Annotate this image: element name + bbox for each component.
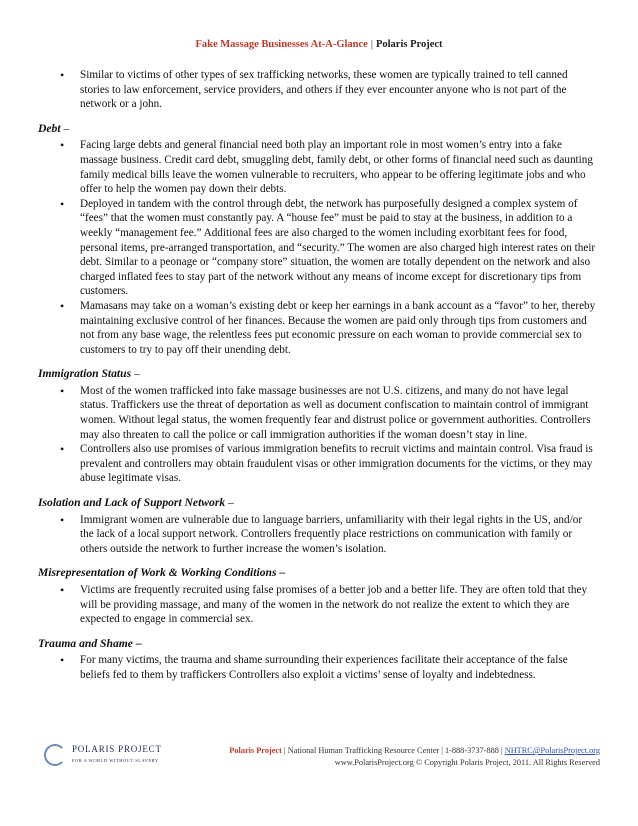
- list-item: • Deployed in tandem with the control through debt, the network has purposefully designed a complex system of “fees” that the women must constantly pay. A “house fee” must be paid to stay at the business, in addition to a weekly “management fee.” Additional fees are also charged to the women including exorbitant fees for food, personal items, pre-arranged transportation, and “security.” The women are also charged high interest rates on their debt. Similar to a peonage or “company store” situation, the women are totally dependent on the network and also charged inflated fees to stay part of the network without any means of income except for discretionary tips from customers.: [46, 197, 598, 299]
- bullet-list: [46, 384, 598, 486]
- document-body: [38, 68, 598, 693]
- section-isolation: [38, 496, 598, 556]
- page-title: Fake Massage Businesses At-A-Glance: [195, 39, 368, 50]
- footer-contact: | National Human Trafficking Resource Center | 1-888-3737-888 |: [281, 746, 505, 755]
- list-item: • Controllers also use promises of various immigration benefits to recruit victims and maintain control. Visa fraud is prevalent and controllers may obtain fraudulent visas or other immigration documents for the victims, or they may abuse legitimate visas.: [46, 442, 598, 486]
- page-header: [0, 39, 638, 50]
- section-heading: Isolation and Lack of Support Network –: [38, 496, 234, 510]
- polaris-logo: [40, 742, 180, 774]
- header-org: Polaris Project: [375, 39, 443, 50]
- globe-icon: [44, 744, 66, 766]
- section-heading: Trauma and Shame –: [38, 636, 142, 650]
- bullet-list: [46, 583, 598, 627]
- logo-name: POLARIS PROJECT: [72, 744, 162, 754]
- footer-text: [229, 745, 600, 769]
- bullet-list: [46, 138, 598, 357]
- list-item: • Mamasans may take on a woman’s existing debt or keep her earnings in a bank account as a “favor” to her, thereby maintaining exclusive control of her finances. Because the women are paid only through tips from customers and not from any base wage, the relentless fees put economic pressure on each woman to provide commercial sex to customers to try to pay off their unending debt.: [46, 299, 598, 357]
- section-debt: [38, 121, 598, 358]
- list-item: • Victims are frequently recruited using false promises of a better job and a better life. They are often told that they will be providing massage, and many of the women in the network do not realize the extent to which they are expected to engage in commercial sex.: [46, 583, 598, 627]
- footer-email-link[interactable]: NHTRC@PolarisProject.org: [504, 746, 600, 755]
- page-footer: [40, 742, 600, 782]
- section-heading: Misrepresentation of Work & Working Conditions –: [38, 566, 286, 580]
- intro-list: [46, 68, 598, 112]
- section-trauma-shame: [38, 636, 598, 683]
- list-item: • Immigrant women are vulnerable due to language barriers, unfamiliarity with their legal rights in the US, and/or the lack of a local support network. Controllers frequently place restrictions on communication with family or others outside the network to further increase the women’s isolation.: [46, 513, 598, 557]
- bullet-list: [46, 513, 598, 557]
- header-separator: |: [370, 39, 373, 50]
- section-heading: Debt –: [38, 121, 70, 135]
- list-item: • For many victims, the trauma and shame surrounding their experiences facilitate their acceptance of the false beliefs fed to them by traffickers Controllers also exploit a victims’ sense of loyalty and indebtedness.: [46, 653, 598, 682]
- list-item: • Most of the women trafficked into fake massage businesses are not U.S. citizens, and many do not have legal status. Traffickers use the threat of deportation as well as document confiscation to maintain control of immigrant women. Without legal status, the women frequently fear and distrust police or government authorities. Controllers may also threaten to call the police or call immigration authorities if the woman doesn’t stay in line.: [46, 384, 598, 442]
- logo-tagline: FOR A WORLD WITHOUT SLAVERY: [72, 758, 159, 763]
- footer-copyright: www.PolarisProject.org © Copyright Polaris Project, 2011. All Rights Reserved: [334, 758, 600, 767]
- list-item: • Similar to victims of other types of sex trafficking networks, these women are typically trained to tell canned stories to law enforcement, service providers, and others if they ever encounter anyone who is not part of the network or a john.: [46, 68, 598, 112]
- section-heading: Immigration Status –: [38, 367, 140, 381]
- section-misrepresentation: [38, 566, 598, 626]
- footer-org: Polaris Project: [229, 746, 282, 755]
- list-item: • Facing large debts and general financial need both play an important role in most women’s entry into a fake massage business. Credit card debt, smuggling debt, family debt, or other forms of financial need such as daunting family medical bills leave the women vulnerable to recruiters, who appear to be offering legitimate jobs and who offer to help the women pay down their debts.: [46, 138, 598, 196]
- section-immigration-status: [38, 367, 598, 486]
- bullet-list: [46, 653, 598, 682]
